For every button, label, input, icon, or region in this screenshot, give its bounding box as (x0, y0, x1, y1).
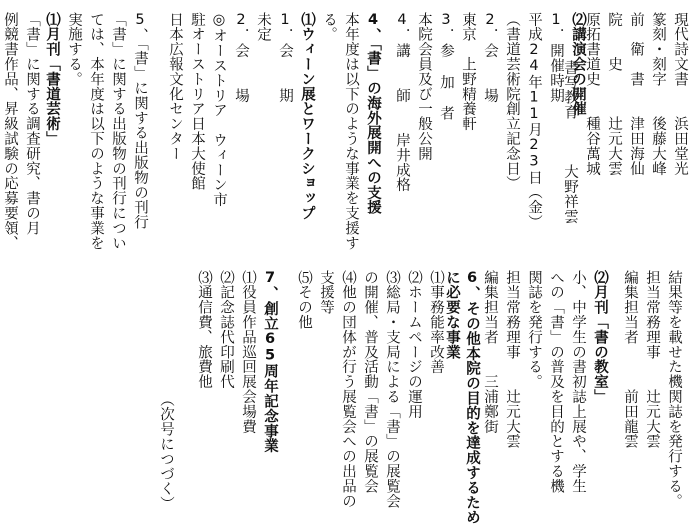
text-column: ⑴役員作品巡回展会場費 (240, 270, 256, 434)
text-column: 1．会 期 (277, 12, 293, 103)
text-column: 現代詩文書 浜田堂光 (672, 12, 688, 176)
text-column: への「書」の普及を目的とする機 (548, 270, 564, 494)
text-column: 関誌を発行する。 (526, 270, 542, 390)
text-column: ⑴事務能率改善 (428, 270, 444, 375)
text-column: ◎オーストリア ウィーン市 (211, 12, 227, 208)
text-column: ⑵記念誌代印刷代 (218, 270, 234, 390)
text-column: 例競書作品、昇級試験の応募要領、 (2, 12, 18, 251)
text-column: 院 史 辻元大雲 (606, 12, 622, 176)
text-column: 3．参 加 者 (438, 12, 454, 121)
text-column: ⑷他の団体が行う展覧会への出品の (340, 270, 356, 509)
text-column: 4、「書」の海外展開への支援 (365, 12, 381, 215)
text-column: ⑶通信費、旅費他 (196, 270, 212, 390)
text-column: ⑴ウィーン展とワークショップ (299, 12, 315, 221)
text-column: 2．会 場 (482, 12, 498, 103)
text-column: 東京 上野精養軒 (460, 12, 476, 132)
text-column: ⑵ホームページの運用 (406, 270, 422, 419)
text-column: 本院会員及び一般公開 (416, 12, 432, 161)
text-column: の開催、普及活動「書」の展覧会 (362, 270, 378, 494)
text-column: 7、創立65周年記念事業 (262, 270, 278, 454)
text-column: 原拓書道史 種谷萬城 (584, 12, 600, 176)
text-column: 結果等を載せた機関誌を発行する。 (666, 270, 682, 509)
text-column: ⑸その他 (296, 270, 312, 330)
text-column: ⑶総局・支局による「書」の展覧会 (384, 270, 400, 509)
text-column: 1．開催時期 (548, 12, 564, 103)
text-column: 2．会 場 (233, 12, 249, 103)
text-column: ⑴月刊「書道芸術」 (44, 12, 60, 147)
text-column: 担当常務理事 辻元大雲 (644, 270, 660, 449)
text-column: 「書」に関する出版物の刊行につい (110, 12, 126, 251)
text-column: る。 (321, 12, 337, 42)
text-column: 日本広報文化センター (167, 12, 183, 161)
text-column: 書写教育 大野祥雲 (562, 60, 578, 224)
text-column: 担当常務理事 辻元大雲 (504, 270, 520, 449)
text-column: に必要な事業 (444, 270, 460, 360)
text-column: 小、中学生の書初誌上展や、学生 (570, 270, 586, 494)
text-column: ⑵月刊「書の教室」 (592, 270, 608, 405)
text-column: 編集担当者 前田龍雲 (622, 270, 638, 449)
text-column: ては、本年度は以下のような事業を (88, 12, 104, 251)
text-column: 5、「書」に関する出版物の刊行 (132, 12, 148, 230)
text-column: 4．講 師 岸井成格 (394, 12, 410, 193)
text-column: 前 衛 書 津田海仙 (628, 12, 644, 176)
text-column: 駐オーストリア日本大使館 (189, 12, 205, 191)
text-column: 編集担当者 三浦鄭街 (482, 270, 498, 434)
text-column: 本年度は以下のような事業を支援す (343, 12, 359, 251)
text-column: 「書」に関する調査研究、書の月 (24, 12, 40, 236)
text-column: 実施する。 (66, 12, 82, 87)
text-column: 未定 (255, 12, 271, 42)
text-column: 平成24年11月23日（金） (526, 12, 542, 230)
text-column: （書道芸術院創立記念日） (504, 12, 520, 191)
text-column: ⑵講演会の開催 (570, 12, 586, 117)
text-column: 支援等 (318, 270, 334, 315)
text-column: 篆刻・刻字 後藤大峰 (650, 12, 666, 176)
text-column: （次号につづく） (158, 392, 174, 512)
text-column: 6、その他本院の目的を達成するため (464, 270, 480, 525)
